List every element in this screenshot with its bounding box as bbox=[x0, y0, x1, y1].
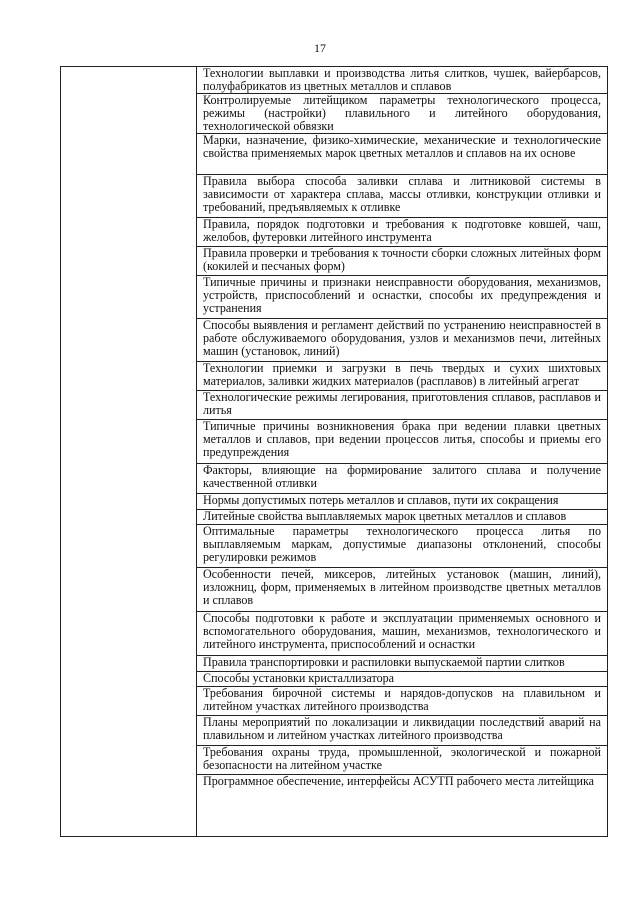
table-row: Особенности печей, миксеров, литейных установок (машин, линий), изложниц, форм, применяемых в литейном производстве цветных металлов и сплавов bbox=[197, 568, 607, 612]
table-row: Типичные причины возникновения брака при ведении плавки цветных металлов и сплавов, при ведении процессов литья, способы и приемы его предупреждения bbox=[197, 420, 607, 464]
table-row: Правила выбора способа заливки сплава и литниковой системы в зависимости от характера сплава, массы отливки, конструкции отливки и требований, предъявляемых к отливке bbox=[197, 175, 607, 218]
table-row: Планы мероприятий по локализации и ликвидации последствий аварий на плавильном и литейном участках литейного производства bbox=[197, 716, 607, 746]
table-left-column bbox=[61, 67, 197, 836]
table-row: Требования бирочной системы и нарядов-допусков на плавильном и литейном участках литейного производства bbox=[197, 687, 607, 716]
table-row: Технологии выплавки и производства литья слитков, чушек, вайербарсов, полуфабрикатов из цветных металлов и сплавов bbox=[197, 67, 607, 94]
table-row: Правила транспортировки и распиловки выпускаемой партии слитков bbox=[197, 656, 607, 672]
table-row: Правила проверки и требования к точности сборки сложных литейных форм (кокилей и песчаных форм) bbox=[197, 247, 607, 276]
table-row: Литейные свойства выплавляемых марок цветных металлов и сплавов bbox=[197, 510, 607, 525]
table-right-column bbox=[197, 67, 607, 836]
table-row: Требования охраны труда, промышленной, экологической и пожарной безопасности на литейном участке bbox=[197, 746, 607, 775]
table-row: Контролируемые литейщиком параметры технологического процесса, режимы (настройки) плавильного и литейного оборудования, технологической обвязки bbox=[197, 94, 607, 134]
table-row: Способы выявления и регламент действий по устранению неисправностей в работе обслуживаемого оборудования, узлов и механизмов печи, литейных машин (установок, линий) bbox=[197, 319, 607, 362]
table-row: Программное обеспечение, интерфейсы АСУТП рабочего места литейщика bbox=[203, 775, 595, 788]
table-row: Оптимальные параметры технологического процесса литья по выплавляемым маркам, допустимые диапазоны отклонений, способы регулировки режимов bbox=[197, 525, 607, 568]
knowledge-table bbox=[60, 66, 608, 837]
table-row: Факторы, влияющие на формирование залитого сплава и получение качественной отливки bbox=[197, 464, 607, 494]
page-number: 17 bbox=[314, 41, 326, 55]
table-row: Правила, порядок подготовки и требования к подготовке ковшей, чаш, желобов, футеровки литейного инструмента bbox=[197, 218, 607, 247]
table-row: Технологии приемки и загрузки в печь твердых и сухих шихтовых материалов, заливки жидких материалов (расплавов) в литейный агрегат bbox=[197, 362, 607, 391]
table-row: Нормы допустимых потерь металлов и сплавов, пути их сокращения bbox=[197, 494, 607, 510]
table-row: Способы подготовки к работе и эксплуатации применяемых основного и вспомогательного оборудования, машин, механизмов, технологического и литейного инструмента, приспособлений и оснастки bbox=[197, 612, 607, 656]
table-row: Способы установки кристаллизатора bbox=[197, 672, 607, 687]
table-row: Технологические режимы легирования, приготовления сплавов, расплавов и литья bbox=[197, 391, 607, 420]
table-row: Марки, назначение, физико-химические, механические и технологические свойства применяемых марок цветных металлов и сплавов на их основе bbox=[197, 134, 607, 175]
table-row: Типичные причины и признаки неисправности оборудования, механизмов, устройств, приспособлений и оснастки, способы их предупреждения и устранения bbox=[197, 276, 607, 319]
